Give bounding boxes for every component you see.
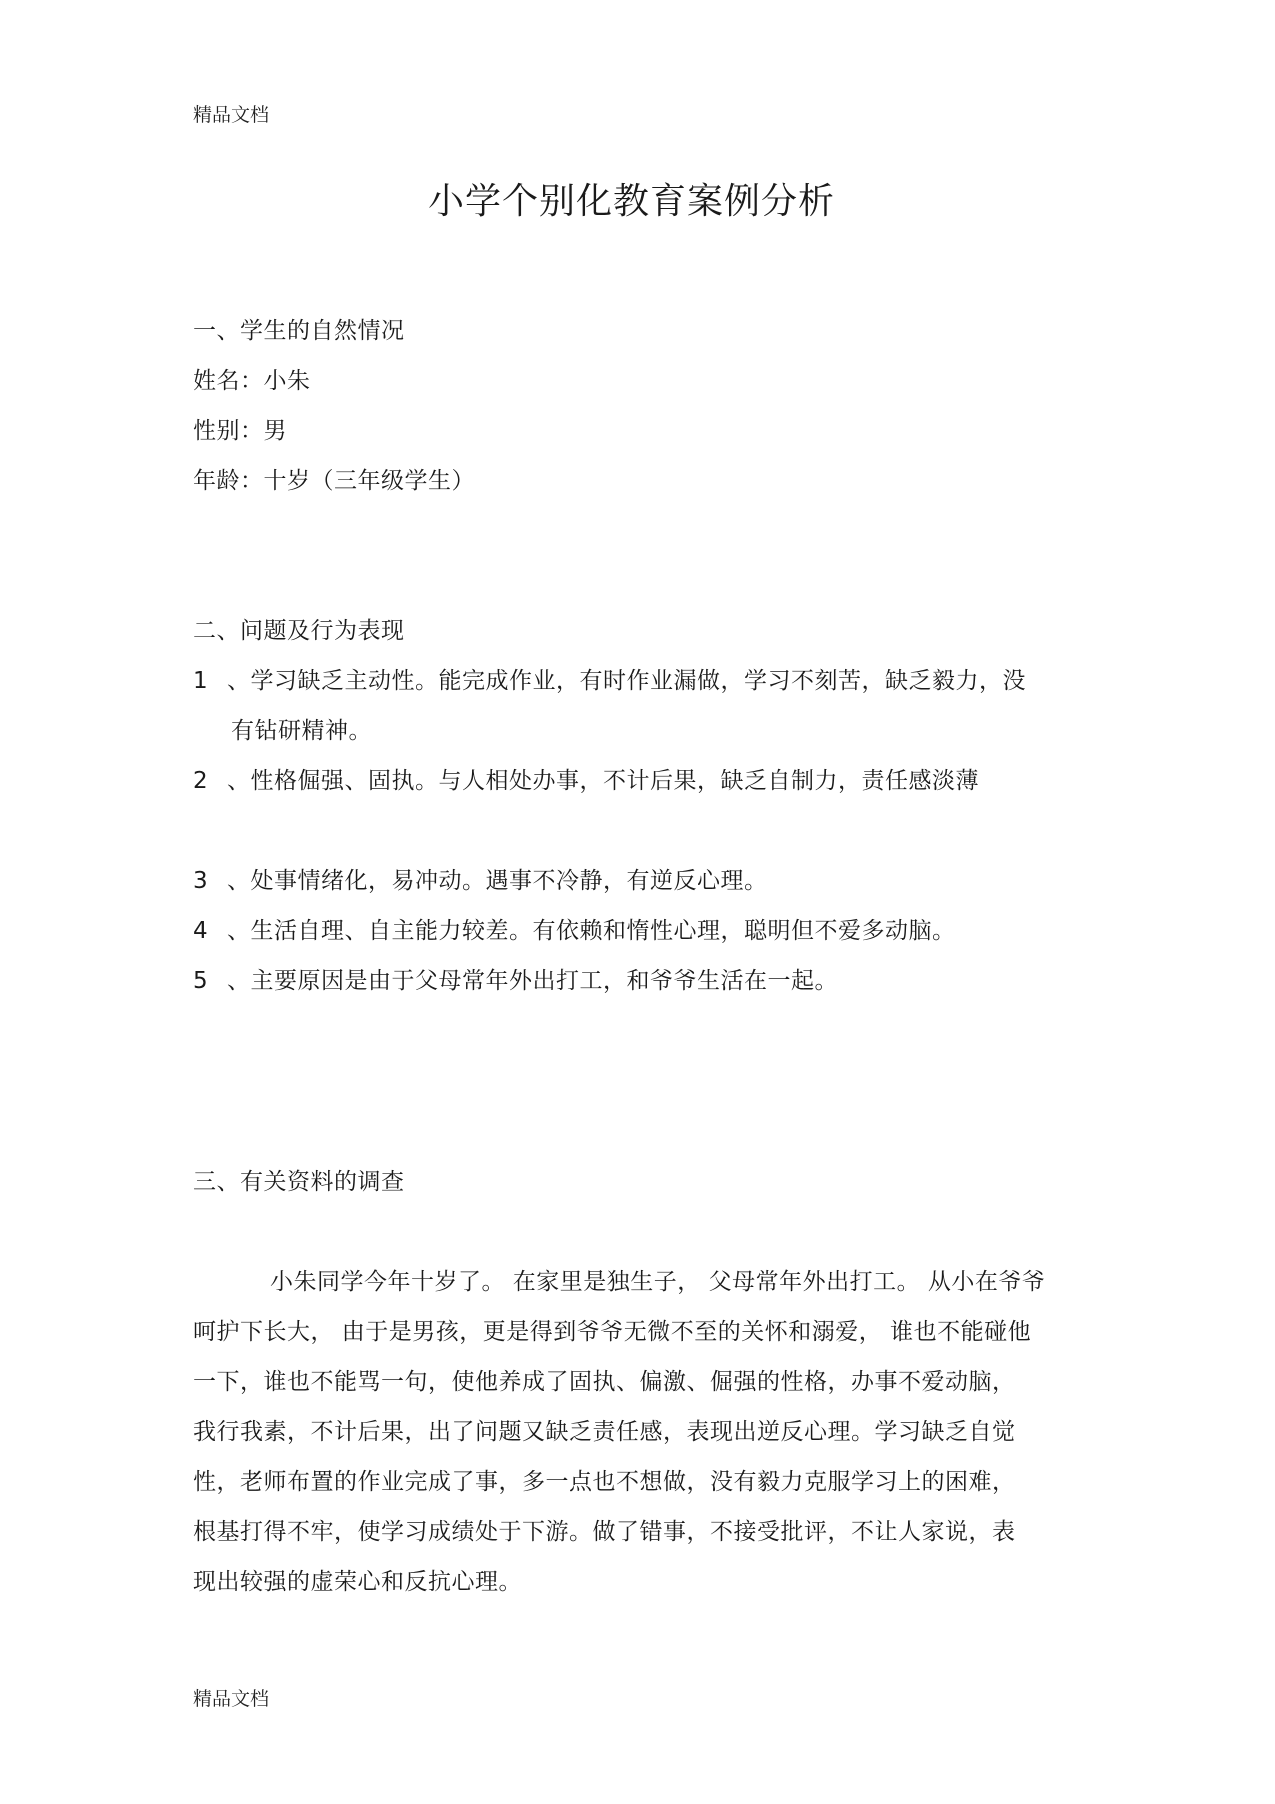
list-item-number: 2: [193, 768, 209, 794]
list-item: [193, 762, 979, 795]
list-item: [193, 912, 956, 945]
list-item-number: 4: [193, 918, 209, 944]
list-item-text: 、处事情绪化，易冲动。遇事不冷静，有逆反心理。: [227, 868, 768, 894]
list-item-text: 、主要原因是由于父母常年外出打工，和爷爷生活在一起。: [227, 968, 838, 994]
student-age: 年龄：十岁（三年级学生）: [193, 468, 475, 494]
paragraph-line: 一下，谁也不能骂一句，使他养成了固执、偏激、倔强的性格，办事不爱动脑，: [193, 1369, 1016, 1395]
section1-heading: 一、学生的自然情况: [193, 318, 405, 344]
student-name: 姓名：小朱: [193, 368, 311, 394]
section3-heading: 三、有关资料的调查: [193, 1169, 405, 1195]
document-title: 小学个别化教育案例分析: [428, 181, 836, 222]
list-item-text: 、学习缺乏主动性。能完成作业，有时作业漏做，学习不刻苦，缺乏毅力，没: [227, 668, 1026, 694]
paragraph-line: 我行我素，不计后果，出了问题又缺乏责任感，表现出逆反心理。学习缺乏自觉: [193, 1419, 1016, 1445]
paragraph-line: 小朱同学今年十岁了。 在家里是独生子， 父母常年外出打工。 从小在爷爷: [270, 1269, 1046, 1295]
paragraph-line: 呵护下长大， 由于是男孩，更是得到爷爷无微不至的关怀和溺爱， 谁也不能碰他: [193, 1319, 1032, 1345]
list-item-number: 5: [193, 968, 209, 994]
paragraph-line: 现出较强的虚荣心和反抗心理。: [193, 1569, 522, 1595]
list-item-number: 1: [193, 668, 209, 694]
section2-heading: 二、问题及行为表现: [193, 618, 405, 644]
list-item-text: 、性格倔强、固执。与人相处办事，不计后果，缺乏自制力，责任感淡薄: [227, 768, 979, 794]
list-item: [193, 662, 1026, 695]
list-item: [193, 962, 838, 995]
paragraph-line: 根基打得不牢，使学习成绩处于下游。做了错事，不接受批评，不让人家说，表: [193, 1519, 1016, 1545]
list-item-number: 3: [193, 868, 209, 894]
page-header: 精品文档: [193, 104, 270, 126]
student-gender: 性别：男: [193, 418, 287, 444]
list-item: [193, 862, 768, 895]
list-item-text: 、生活自理、自主能力较差。有依赖和惰性心理，聪明但不爱多动脑。: [227, 918, 956, 944]
page-footer: 精品文档: [193, 1688, 270, 1710]
list-item-continuation: 有钻研精神。: [231, 718, 372, 744]
paragraph-line: 性，老师布置的作业完成了事，多一点也不想做，没有毅力克服学习上的困难，: [193, 1469, 1016, 1495]
